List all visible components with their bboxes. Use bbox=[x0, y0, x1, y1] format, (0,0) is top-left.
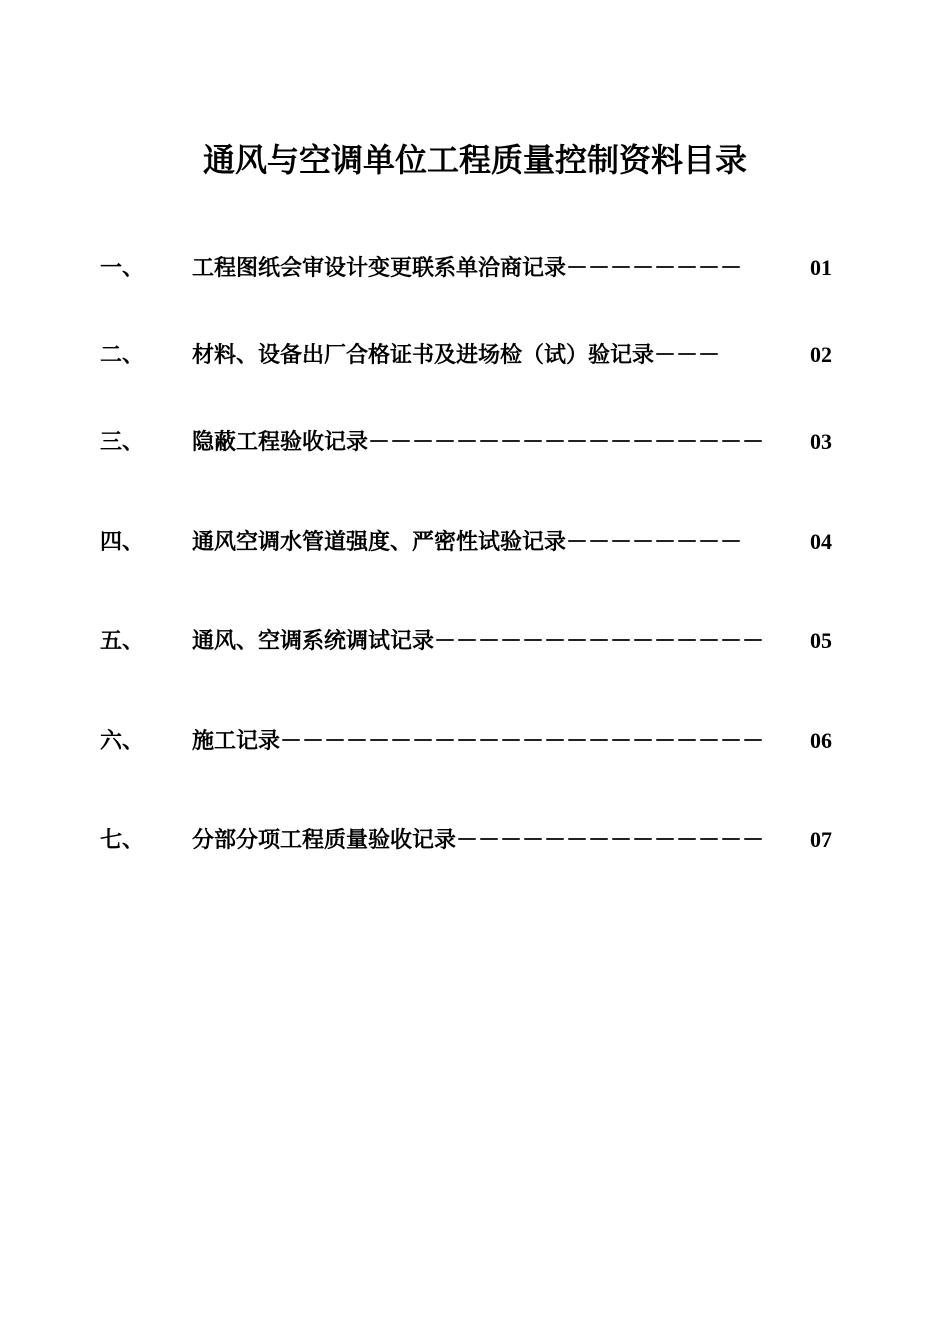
toc-entry-index: 一、 bbox=[100, 255, 145, 281]
toc-entry-6 bbox=[100, 725, 832, 757]
toc-entry-text: 材料、设备出厂合格证书及进场检（试）验记录－－－ bbox=[192, 342, 721, 368]
toc-entry-page-number: 06 bbox=[810, 728, 832, 753]
toc-entry-text: 隐蔽工程验收记录－－－－－－－－－－－－－－－－－－ bbox=[192, 429, 765, 455]
toc-entry-page-number: 01 bbox=[810, 255, 832, 280]
toc-entry-text: 施工记录－－－－－－－－－－－－－－－－－－－－－－ bbox=[192, 728, 765, 754]
toc-entry-page-number: 02 bbox=[810, 342, 832, 367]
toc-entry-page-number: 07 bbox=[810, 827, 832, 852]
toc-entry-2 bbox=[100, 339, 832, 371]
toc-entry-text: 通风空调水管道强度、严密性试验记录－－－－－－－－ bbox=[192, 529, 743, 555]
toc-entry-index: 七、 bbox=[100, 827, 145, 853]
toc-entry-1 bbox=[100, 252, 832, 284]
toc-entry-index: 四、 bbox=[100, 529, 145, 555]
toc-entry-7 bbox=[100, 824, 832, 856]
toc-entry-5 bbox=[100, 625, 832, 657]
toc-entry-3 bbox=[100, 426, 832, 458]
toc-entry-page-number: 04 bbox=[810, 529, 832, 554]
toc-entry-index: 三、 bbox=[100, 429, 145, 455]
toc-entry-text: 通风、空调系统调试记录－－－－－－－－－－－－－－－ bbox=[192, 628, 765, 654]
toc-entry-4 bbox=[100, 526, 832, 558]
toc-entry-text: 分部分项工程质量验收记录－－－－－－－－－－－－－－ bbox=[192, 827, 765, 853]
toc-entry-index: 五、 bbox=[100, 628, 145, 654]
page-title: 通风与空调单位工程质量控制资料目录 bbox=[202, 141, 747, 179]
toc-entry-text: 工程图纸会审设计变更联系单洽商记录－－－－－－－－ bbox=[192, 255, 743, 281]
toc-entry-index: 六、 bbox=[100, 728, 145, 754]
toc-entry-page-number: 05 bbox=[810, 628, 832, 653]
toc-entry-page-number: 03 bbox=[810, 429, 832, 454]
toc-entry-index: 二、 bbox=[100, 342, 145, 368]
